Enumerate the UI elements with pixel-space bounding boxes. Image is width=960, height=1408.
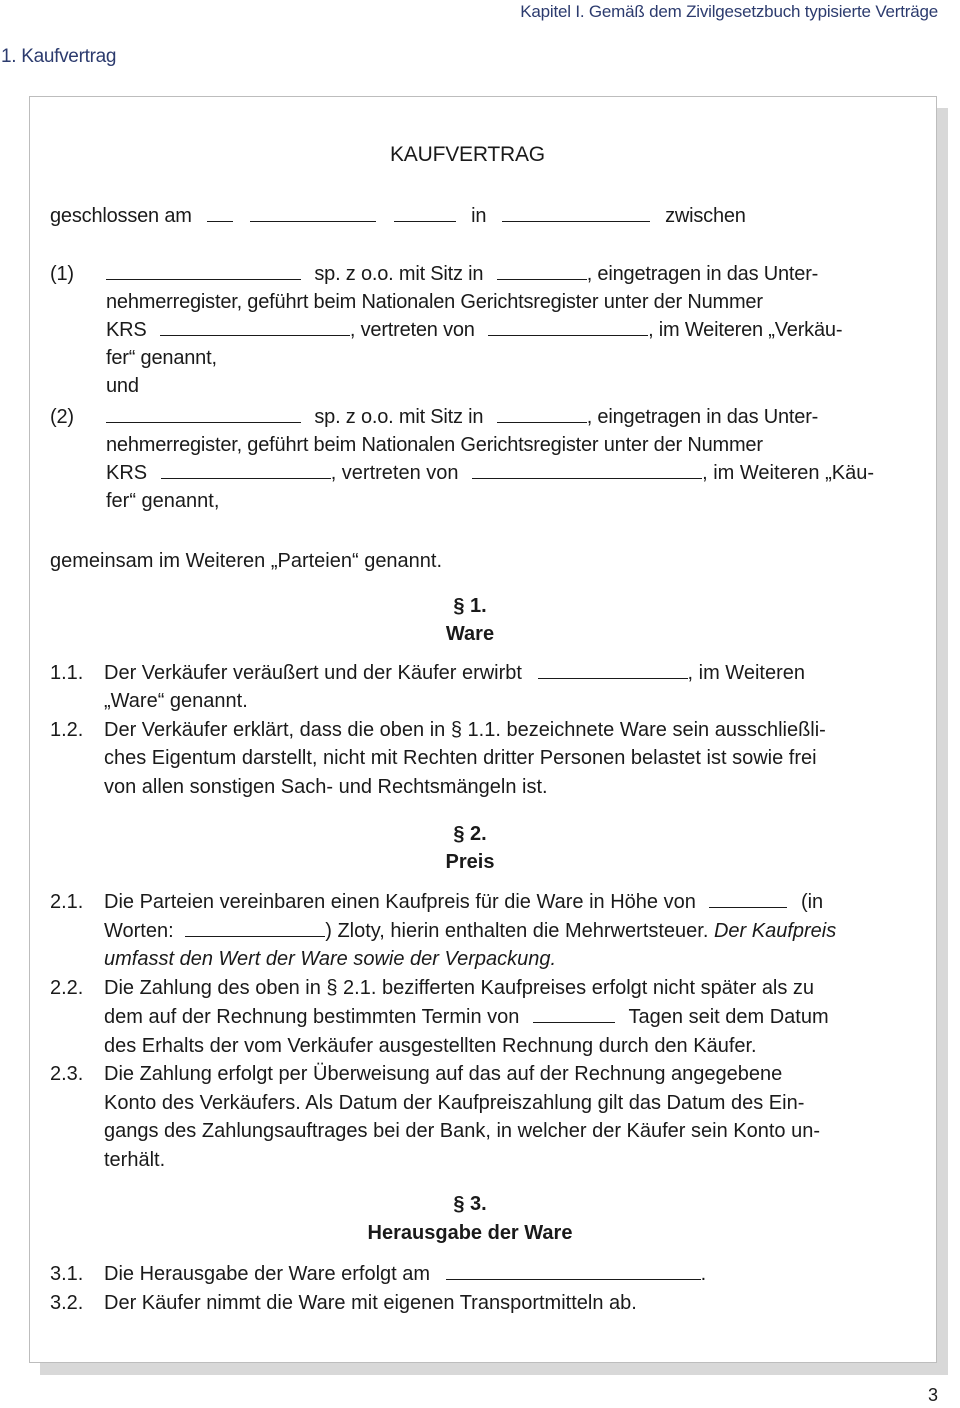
clause-2-3-line4: terhält. bbox=[104, 1149, 166, 1171]
blank-buyer-krs[interactable] bbox=[161, 460, 331, 479]
party1-line2: nehmerregister, geführt beim Nationalen Gerichtsregister unter der Nummer bbox=[106, 291, 763, 313]
blank-days[interactable] bbox=[533, 1004, 615, 1023]
clause-3-1-text: Die Herausgabe der Ware erfolgt am bbox=[104, 1263, 431, 1285]
clause-3-1-number: 3.1. bbox=[50, 1263, 84, 1285]
clause-2-1-words-label: Worten: bbox=[104, 920, 174, 942]
intro-line bbox=[50, 202, 746, 230]
clause-2-2-number: 2.2. bbox=[50, 977, 84, 999]
clause-2-1-italic-a: Der Kaufpreis bbox=[713, 920, 837, 942]
section1-title: Ware bbox=[445, 623, 495, 645]
clause-3-2-line1: Der Käufer nimmt die Ware mit eigenen Transportmitteln ab. bbox=[104, 1292, 637, 1314]
contract-form bbox=[29, 96, 937, 1363]
running-head: Kapitel I. Gemäß dem Zivilgesetzbuch typisierte Verträge bbox=[520, 2, 938, 21]
clause-1-1-number: 1.1. bbox=[50, 662, 84, 684]
blank-seller-seat[interactable] bbox=[497, 261, 587, 280]
blank-date-2[interactable] bbox=[250, 203, 376, 222]
section2-heading: § 2. bbox=[453, 823, 487, 845]
clause-2-2-line3: des Erhalts der vom Verkäufer ausgestellten Rechnung durch den Käufer. bbox=[104, 1035, 757, 1057]
clause-2-2-line2 bbox=[104, 1003, 829, 1031]
party2-represented: , vertreten von bbox=[330, 462, 459, 484]
section3-title: Herausgabe der Ware bbox=[367, 1222, 573, 1244]
clause-2-3-number: 2.3. bbox=[50, 1063, 84, 1085]
party2-line2: nehmerregister, geführt beim Nationalen Gerichtsregister unter der Nummer bbox=[106, 434, 763, 456]
clause-1-1-text-b: , im Weiteren bbox=[687, 662, 805, 684]
page-number: 3 bbox=[927, 1385, 938, 1405]
clause-2-2-text-b: Tagen seit dem Datum bbox=[628, 1006, 829, 1028]
blank-goods[interactable] bbox=[538, 660, 688, 679]
clause-1-2-line1: Der Verkäufer erklärt, dass die oben in § 1.1. bezeichnete Ware sein ausschließli- bbox=[104, 719, 826, 741]
contract-title: KAUFVERTRAG bbox=[390, 143, 545, 166]
blank-buyer-seat[interactable] bbox=[497, 404, 587, 423]
party1-number: (1) bbox=[50, 263, 74, 285]
party2-text-registered: , eingetragen in das Unter- bbox=[586, 406, 819, 428]
section1-heading: § 1. bbox=[453, 595, 487, 617]
clause-2-1-line2 bbox=[104, 917, 836, 945]
blank-place[interactable] bbox=[502, 203, 650, 222]
clause-3-2-number: 3.2. bbox=[50, 1292, 84, 1314]
party2-line1 bbox=[106, 403, 818, 431]
clause-1-2-line3: von allen sonstigen Sach- und Rechtsmängeln ist. bbox=[104, 776, 548, 798]
blank-price[interactable] bbox=[709, 889, 787, 908]
clause-1-1-line1 bbox=[104, 659, 805, 687]
intro-text-3: zwischen bbox=[665, 205, 746, 227]
parties-line: gemeinsam im Weiteren „Parteien“ genannt. bbox=[50, 550, 443, 572]
intro-text-1: geschlossen am bbox=[50, 205, 192, 227]
party2-designation: , im Weiteren „Käu- bbox=[702, 462, 874, 484]
party1-represented: , vertreten von bbox=[349, 319, 475, 341]
party1-text-registered: , eingetragen in das Unter- bbox=[586, 263, 819, 285]
clause-1-2-line2: ches Eigentum darstellt, nicht mit Rechten dritter Personen belastet ist sowie frei bbox=[104, 747, 817, 769]
blank-seller-representative[interactable] bbox=[488, 317, 648, 336]
section3-heading: § 3. bbox=[453, 1193, 487, 1215]
clause-2-3-line2: Konto des Verkäufers. Als Datum der Kaufpreiszahlung gilt das Datum des Ein- bbox=[104, 1092, 805, 1114]
section2-title: Preis bbox=[445, 851, 495, 873]
party2-number: (2) bbox=[50, 406, 74, 428]
party1-text: sp. z o.o. mit Sitz in bbox=[314, 263, 484, 285]
clause-3-1-line1 bbox=[104, 1260, 706, 1288]
blank-buyer-representative[interactable] bbox=[472, 460, 702, 479]
blank-buyer-name[interactable] bbox=[106, 404, 301, 423]
clause-2-3-line1: Die Zahlung erfolgt per Überweisung auf das auf der Rechnung angegebene bbox=[104, 1063, 783, 1085]
clause-2-3-line3: gangs des Zahlungsauftrages bei der Bank, in welcher der Käufer sein Konto un- bbox=[104, 1120, 820, 1142]
party2-text: sp. z o.o. mit Sitz in bbox=[314, 406, 484, 428]
clause-2-1-text-b: (in bbox=[800, 891, 824, 913]
clause-2-1-line1 bbox=[104, 888, 823, 916]
clause-2-2-line1: Die Zahlung des oben in § 2.1. bezifferten Kaufpreises erfolgt nicht später als zu bbox=[104, 977, 815, 999]
clause-2-1-line3: umfasst den Wert der Ware sowie der Verpackung. bbox=[104, 948, 557, 970]
party2-line3 bbox=[106, 459, 874, 487]
party2-krs-label: KRS bbox=[106, 462, 148, 484]
blank-seller-krs[interactable] bbox=[160, 317, 350, 336]
intro-text-2: in bbox=[471, 205, 487, 227]
party2-line4: fer“ genannt, bbox=[106, 490, 220, 512]
clause-2-1-vat: ) Zloty, hierin enthalten die Mehrwertsteuer. bbox=[325, 920, 709, 942]
clause-2-1-number: 2.1. bbox=[50, 891, 84, 913]
blank-seller-name[interactable] bbox=[106, 261, 301, 280]
blank-date-1[interactable] bbox=[207, 203, 233, 222]
clause-1-1-text: Der Verkäufer veräußert und der Käufer erwirbt bbox=[104, 662, 522, 684]
blank-delivery-date[interactable] bbox=[446, 1261, 701, 1280]
party1-krs-label: KRS bbox=[106, 319, 147, 341]
clause-2-2-text: dem auf der Rechnung bestimmten Termin von bbox=[104, 1006, 520, 1028]
clause-2-1-text: Die Parteien vereinbaren einen Kaufpreis für die Ware in Höhe von bbox=[104, 891, 696, 913]
party1-line4: fer“ genannt, bbox=[106, 347, 217, 369]
blank-date-3[interactable] bbox=[394, 203, 456, 222]
party1-line1 bbox=[106, 260, 818, 288]
clause-1-1-line2: „Ware“ genannt. bbox=[104, 690, 248, 712]
chapter-title: 1. Kaufvertrag bbox=[1, 46, 117, 67]
blank-price-words[interactable] bbox=[185, 918, 325, 937]
party1-designation: , im Weiteren „Verkäu- bbox=[648, 319, 843, 341]
party1-line3 bbox=[106, 316, 842, 344]
clause-3-1-period: . bbox=[700, 1263, 707, 1285]
and-text: und bbox=[106, 375, 139, 397]
clause-1-2-number: 1.2. bbox=[50, 719, 84, 741]
